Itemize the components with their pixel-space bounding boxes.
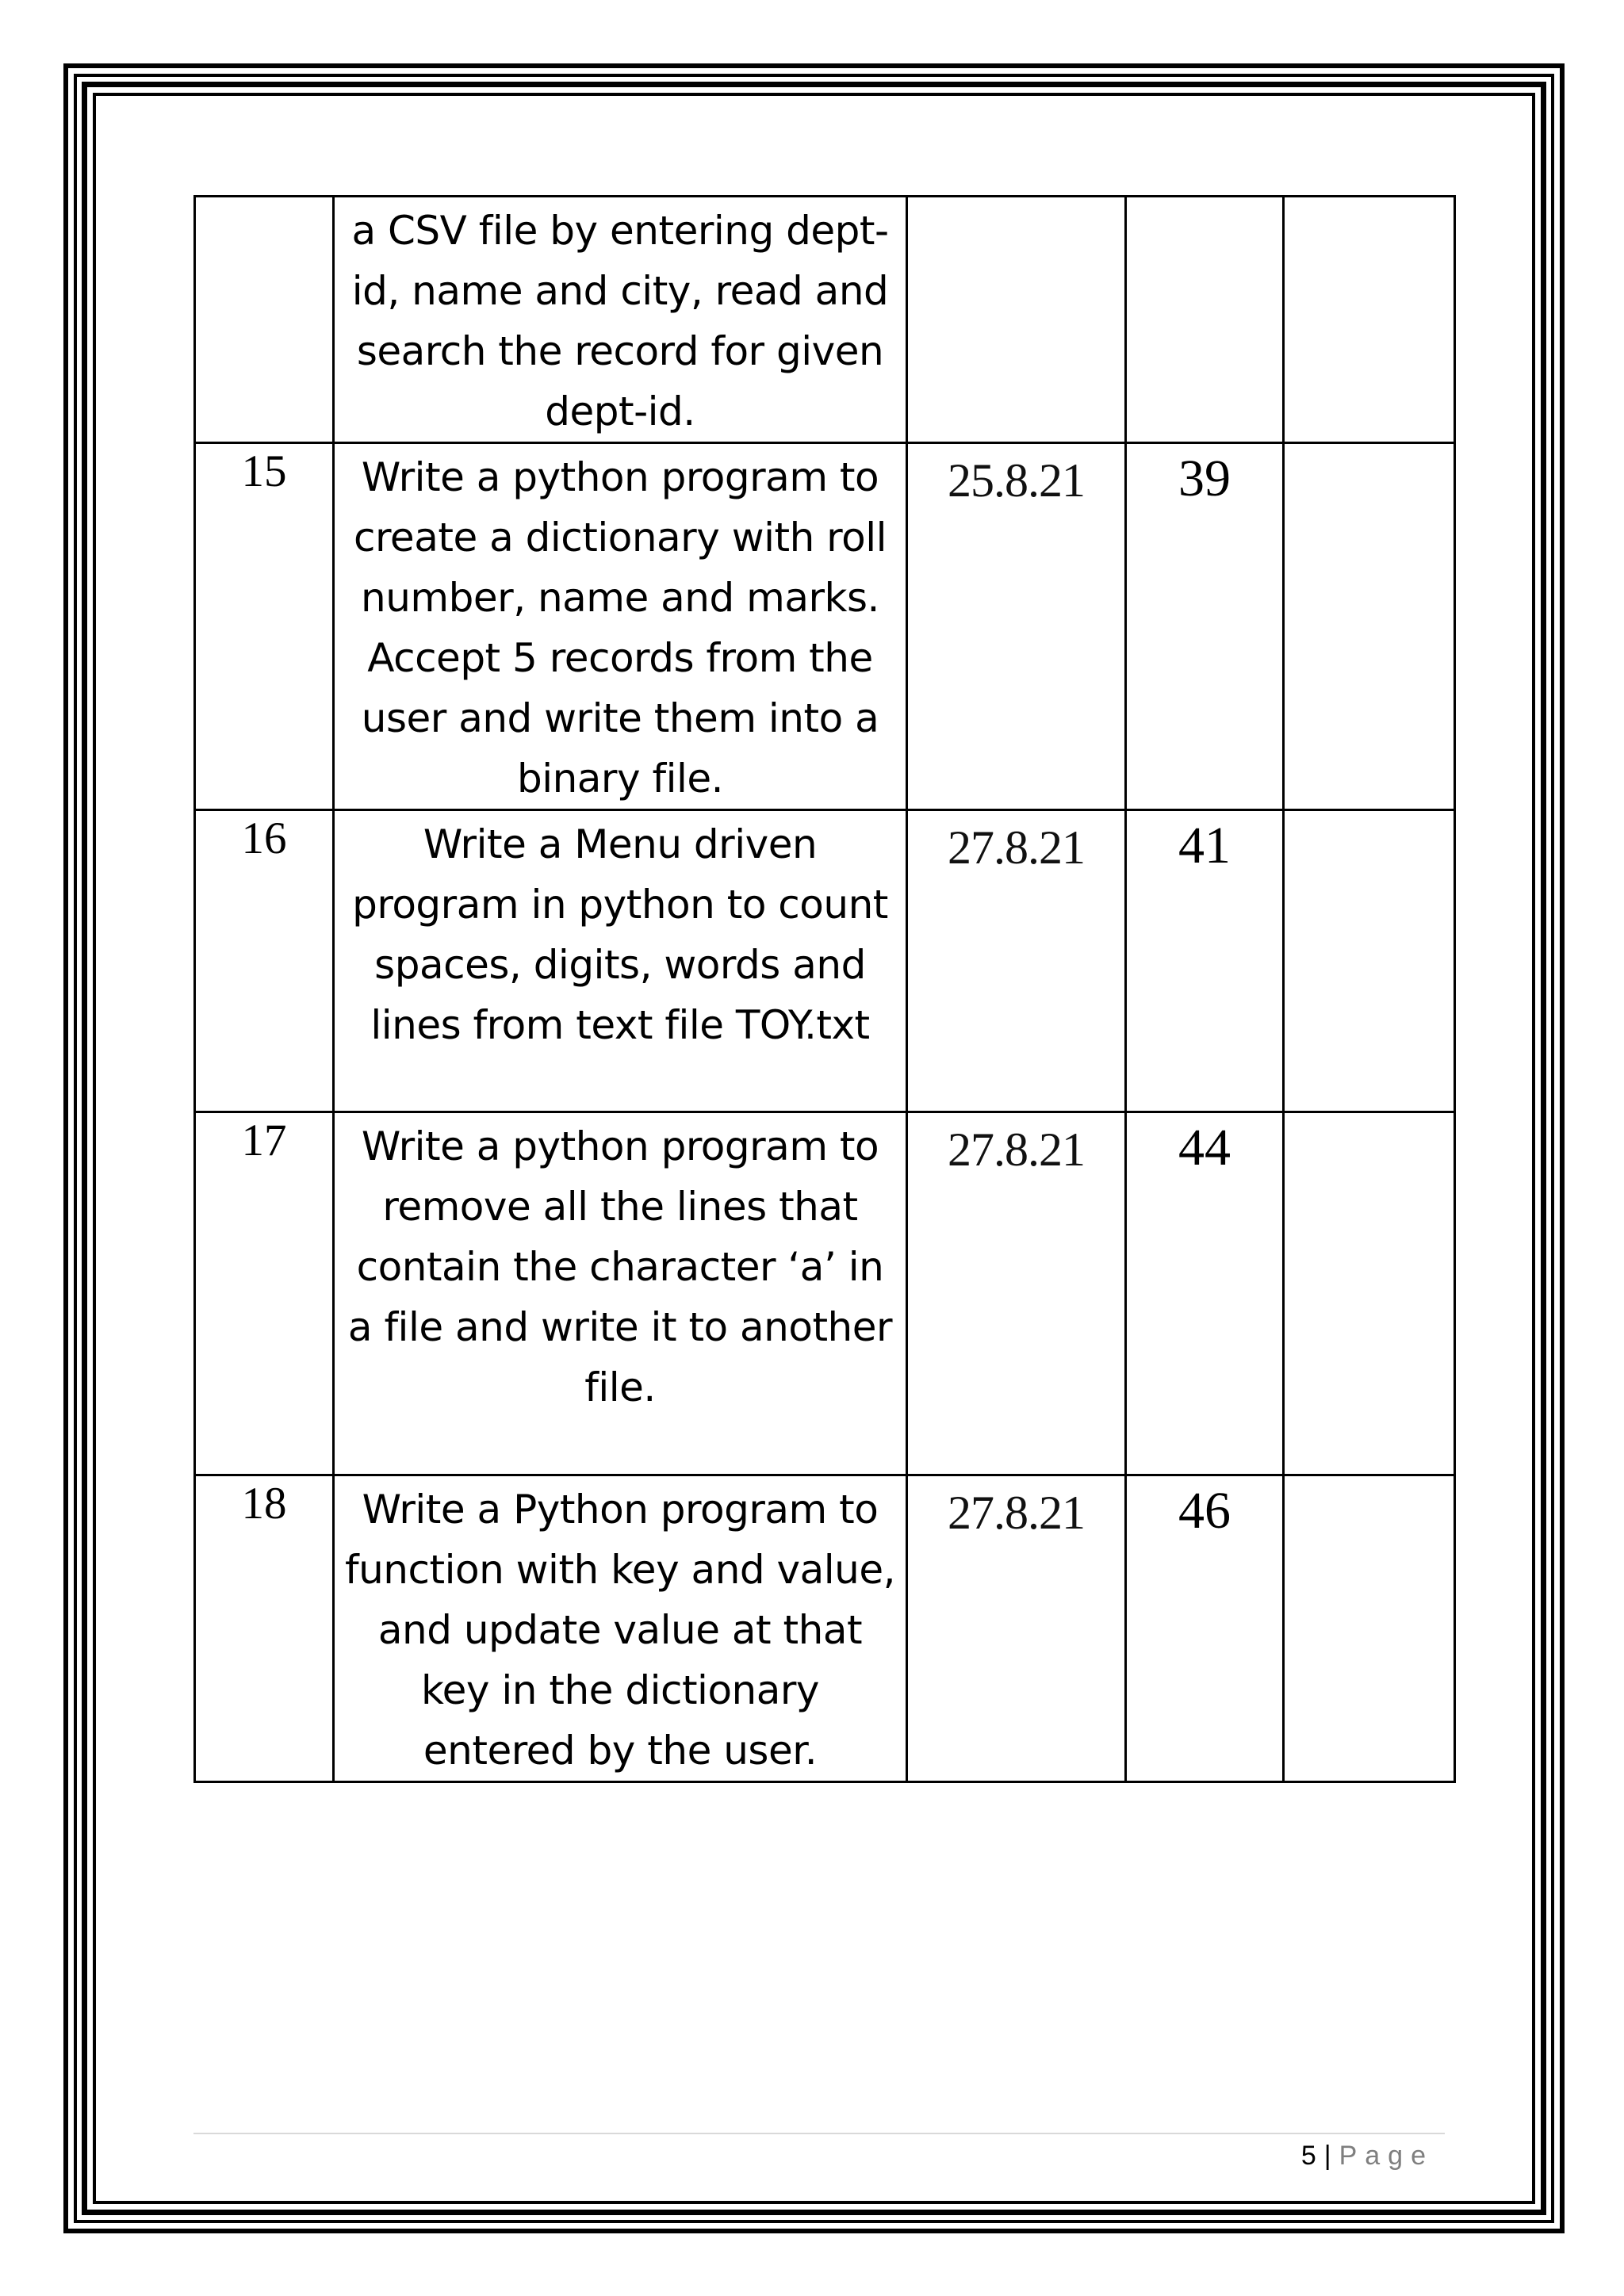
signature-cell (1284, 810, 1455, 1112)
footer-page-label: Page (1339, 2141, 1434, 2171)
program-description-cell: Write a Python program to function with key and value, and update value at that key in the dictionary entered by the user. (334, 1475, 907, 1782)
program-description-cell: Write a Menu driven program in python to count spaces, digits, words and lines from text file TOY.txt (334, 810, 907, 1112)
date-cell: 27.8.21 (907, 810, 1126, 1112)
program-description-cell: Write a python program to remove all the lines that contain the character ‘a’ in a file and write it to another file. (334, 1112, 907, 1475)
table-row (195, 443, 1455, 810)
table-row (195, 1112, 1455, 1475)
program-description-cell: a CSV file by entering dept-id, name and city, read and search the record for given dept-id. (334, 197, 907, 443)
table-row (195, 197, 1455, 443)
signature-cell (1284, 197, 1455, 443)
footer-page-number: 5 (1300, 2141, 1316, 2171)
footer-divider (193, 2133, 1445, 2134)
page-number-cell: 39 (1126, 443, 1284, 810)
page-number-cell: 46 (1126, 1475, 1284, 1782)
page-number-cell: 41 (1126, 810, 1284, 1112)
signature-cell (1284, 1112, 1455, 1475)
footer-separator: | (1323, 2141, 1331, 2171)
serial-number-cell: 16 (195, 810, 334, 1112)
serial-number-cell: 17 (195, 1112, 334, 1475)
page-number-cell: 44 (1126, 1112, 1284, 1475)
serial-number-cell (195, 197, 334, 443)
date-cell: 27.8.21 (907, 1475, 1126, 1782)
page-footer (1301, 2141, 1434, 2172)
program-index-table (193, 195, 1456, 1783)
program-description-cell: Write a python program to create a dictionary with roll number, name and marks. Accept 5 records from the user and write them into a binary file. (334, 443, 907, 810)
date-cell (907, 197, 1126, 443)
signature-cell (1284, 443, 1455, 810)
signature-cell (1284, 1475, 1455, 1782)
table-row (195, 1475, 1455, 1782)
date-cell: 25.8.21 (907, 443, 1126, 810)
date-cell: 27.8.21 (907, 1112, 1126, 1475)
serial-number-cell: 18 (195, 1475, 334, 1782)
serial-number-cell: 15 (195, 443, 334, 810)
table-row (195, 810, 1455, 1112)
page-number-cell (1126, 197, 1284, 443)
